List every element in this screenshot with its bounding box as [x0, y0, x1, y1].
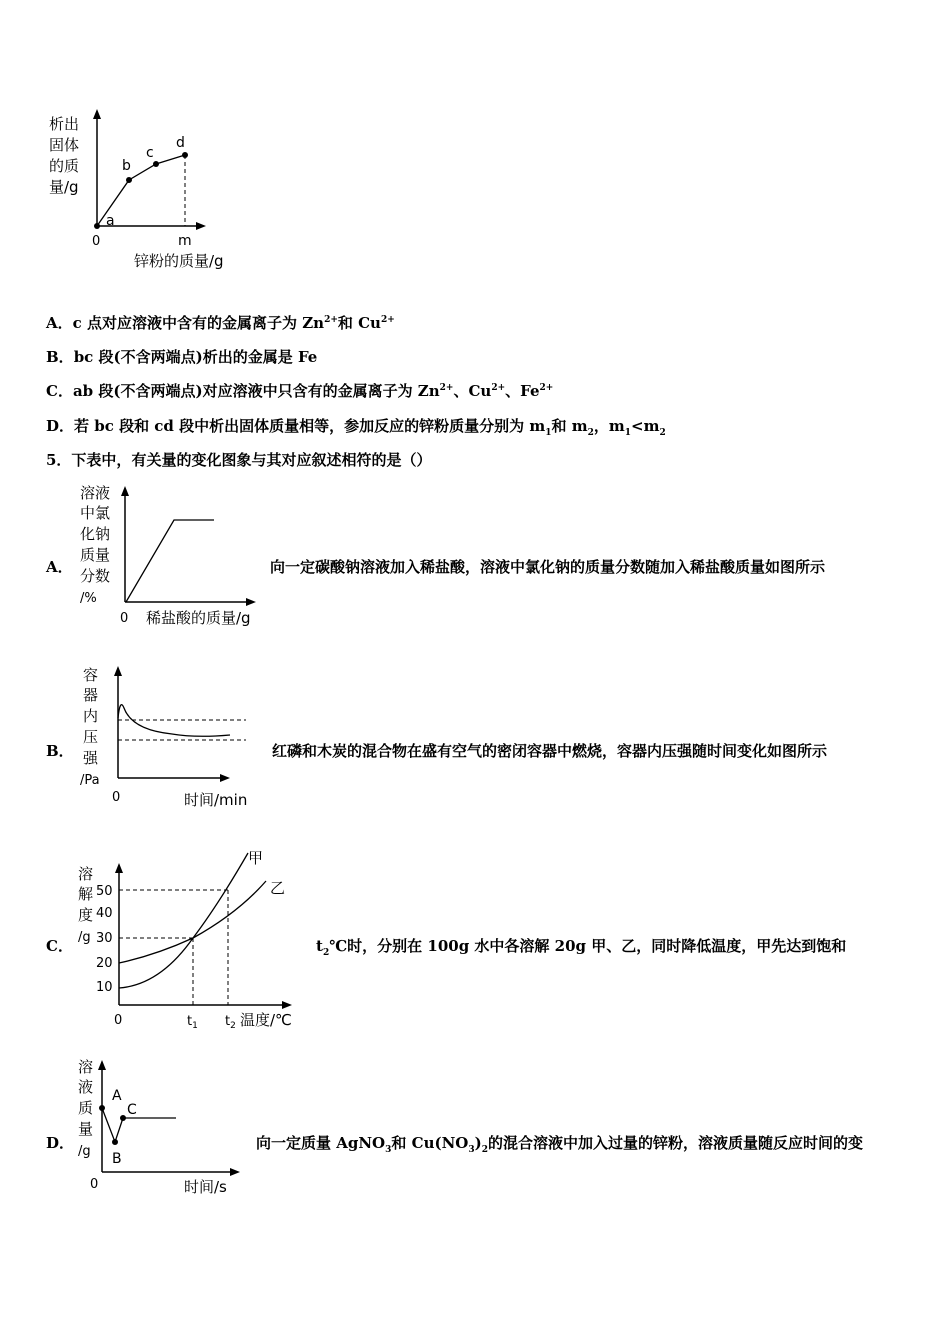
graph-q5-a-nacl-fraction [72, 478, 272, 633]
y-tick-10: 10 [96, 980, 113, 995]
y-label-line: 溶 [78, 865, 94, 883]
x-tick-t2: $t_2$ [225, 1014, 236, 1031]
y-axis-arrow [114, 666, 122, 676]
y-label-line: 度 [78, 906, 94, 924]
superscript: 2+ [539, 383, 554, 393]
option-letter: C． [46, 382, 73, 400]
point-C [120, 1115, 126, 1121]
curve-label-jia: 甲 [248, 849, 264, 867]
subscript: 1 [624, 428, 632, 438]
y-label-line: 的质 [49, 157, 80, 175]
superscript: 2+ [491, 383, 506, 393]
question-5-stem: 5．下表中，有关量的变化图象与其对应叙述相符的是（） [46, 451, 432, 469]
desc-text: ℃时，分别在 100g 水中各溶解 20g 甲、乙，同时降低温度，甲先达到饱和 [329, 937, 847, 955]
point-a [94, 223, 100, 229]
y-tick-40: 40 [96, 906, 113, 921]
point-b [126, 177, 132, 183]
subscript: 3 [468, 1145, 475, 1155]
curve-jia [119, 853, 248, 988]
desc-text: 和 Cu(NO [391, 1134, 469, 1152]
point-A [99, 1105, 105, 1111]
q5-option-b-desc: 红磷和木炭的混合物在盛有空气的密闭容器中燃烧，容器内压强随时间变化如图所示 [272, 742, 828, 760]
option-letter: B． [46, 348, 74, 366]
desc-text: ) [474, 1134, 482, 1152]
q5-option-d-letter: D． [46, 1134, 75, 1152]
point-label-d: d [176, 135, 185, 151]
x-axis-arrow [220, 774, 230, 782]
option-b [46, 346, 317, 367]
origin-label: 0 [92, 234, 101, 249]
subscript: 2 [481, 1145, 488, 1155]
option-text: <m [631, 417, 660, 435]
x-axis-arrow [282, 1001, 292, 1009]
y-label-line: 压 [83, 728, 99, 746]
origin-label: 0 [114, 1013, 123, 1028]
q5-option-a-desc: 向一定碳酸钠溶液加入稀盐酸，溶液中氯化钠的质量分数随加入稀盐酸质量如图所示 [270, 558, 826, 576]
y-label-line: 内 [83, 707, 99, 725]
y-label-line: 液 [78, 1078, 94, 1096]
data-line [126, 520, 214, 602]
y-label-line: 化钠 [80, 525, 111, 543]
point-label-C: C [127, 1102, 137, 1118]
y-label-line: 中氯 [80, 504, 111, 522]
y-label-line: 量/g [49, 178, 79, 196]
curve-yi [119, 881, 266, 963]
point-label-c: c [146, 145, 154, 161]
y-label-line: 固体 [49, 136, 80, 154]
x-axis-label: 稀盐酸的质量/g [146, 609, 251, 627]
subscript: 1 [545, 428, 552, 438]
x-axis-label: 锌粉的质量/g [134, 252, 224, 270]
y-label-line: 器 [83, 686, 99, 704]
x-tick-t1: $t_1$ [187, 1014, 198, 1031]
y-axis-arrow [121, 486, 129, 496]
y-tick-50: 50 [96, 884, 113, 899]
y-label-line: 溶 [78, 1058, 94, 1076]
option-text: 、Cu [453, 382, 492, 400]
y-axis-arrow [93, 109, 101, 119]
x-axis-arrow [196, 222, 206, 230]
option-text: c 点对应溶液中含有的金属离子为 Zn [72, 314, 325, 332]
q5-option-d-desc [256, 1132, 863, 1155]
desc-text: t [316, 937, 323, 955]
option-text: ，m [593, 417, 625, 435]
point-c [153, 161, 159, 167]
q5-option-a-letter: A． [46, 558, 73, 576]
y-label-line: 解 [78, 885, 94, 903]
y-label-line: 溶液 [80, 484, 111, 502]
desc-text: 的混合溶液中加入过量的锌粉，溶液质量随反应时间的变 [488, 1134, 864, 1152]
x-axis-label: 时间/min [184, 791, 248, 809]
x-axis-arrow [246, 598, 256, 606]
option-text: bc 段(不含两端点)析出的金属是 Fe [73, 348, 318, 366]
superscript: 2+ [380, 315, 395, 325]
graph-q5-c-solubility [72, 843, 302, 1033]
option-letter: A． [46, 314, 73, 332]
subscript: 2 [322, 948, 330, 958]
y-label-line: 分数 [80, 567, 111, 585]
y-axis-arrow [98, 1060, 106, 1070]
graph-zinc-solid-mass [40, 105, 260, 275]
desc-text: 向一定质量 AgNO [256, 1134, 386, 1152]
y-tick-20: 20 [96, 956, 113, 971]
graph-q5-d-solution-mass [72, 1052, 262, 1200]
option-text: 若 bc 段和 cd 段中析出固体质量相等，参加反应的锌粉质量分别为 m [74, 417, 546, 435]
option-c [46, 380, 553, 401]
y-label-line: 质 [78, 1099, 94, 1117]
curve-label-yi: 乙 [270, 879, 286, 897]
point-d [182, 152, 188, 158]
point-label-B: B [112, 1151, 122, 1167]
y-tick-30: 30 [96, 931, 113, 946]
option-text: 、Fe [505, 382, 540, 400]
subscript: 2 [587, 428, 594, 438]
option-a [46, 312, 395, 333]
option-text: 和 Cu [337, 314, 381, 332]
option-d [46, 415, 666, 438]
y-label-line: /g [78, 1144, 91, 1159]
option-letter: D． [46, 417, 75, 435]
y-label-line: 强 [83, 749, 99, 767]
option-text: ab 段(不含两端点)对应溶液中只含有的金属离子为 Zn [72, 382, 440, 400]
y-label-line: 质量 [80, 546, 111, 564]
y-axis-arrow [115, 863, 123, 873]
graph-q5-b-pressure [72, 660, 272, 815]
subscript: 3 [385, 1145, 392, 1155]
point-label-a: a [106, 213, 115, 229]
option-text: 和 m [551, 417, 588, 435]
y-label-line: 析出 [49, 115, 80, 133]
x-axis-label: 时间/s [184, 1178, 227, 1196]
point-label-A: A [112, 1088, 122, 1104]
point-label-b: b [122, 158, 131, 174]
x-mark-m: m [178, 233, 192, 249]
origin-label: 0 [112, 790, 121, 805]
y-label-line: /Pa [80, 773, 100, 788]
origin-label: 0 [90, 1177, 99, 1192]
superscript: 2+ [439, 383, 454, 393]
y-label-line: 容 [83, 666, 99, 684]
origin-label: 0 [120, 611, 129, 626]
x-axis-label: 温度/℃ [240, 1011, 292, 1029]
x-axis-arrow [230, 1168, 240, 1176]
q5-option-c-desc [316, 935, 846, 958]
q5-option-b-letter: B． [46, 742, 74, 760]
superscript: 2+ [324, 315, 338, 325]
subscript: 2 [659, 428, 666, 438]
y-label-line: /g [78, 930, 91, 945]
data-line [102, 1108, 176, 1142]
y-label-line: 量 [78, 1120, 94, 1138]
q5-option-c-letter: C． [46, 937, 73, 955]
y-label-line: /% [80, 591, 97, 606]
point-B [112, 1139, 118, 1145]
